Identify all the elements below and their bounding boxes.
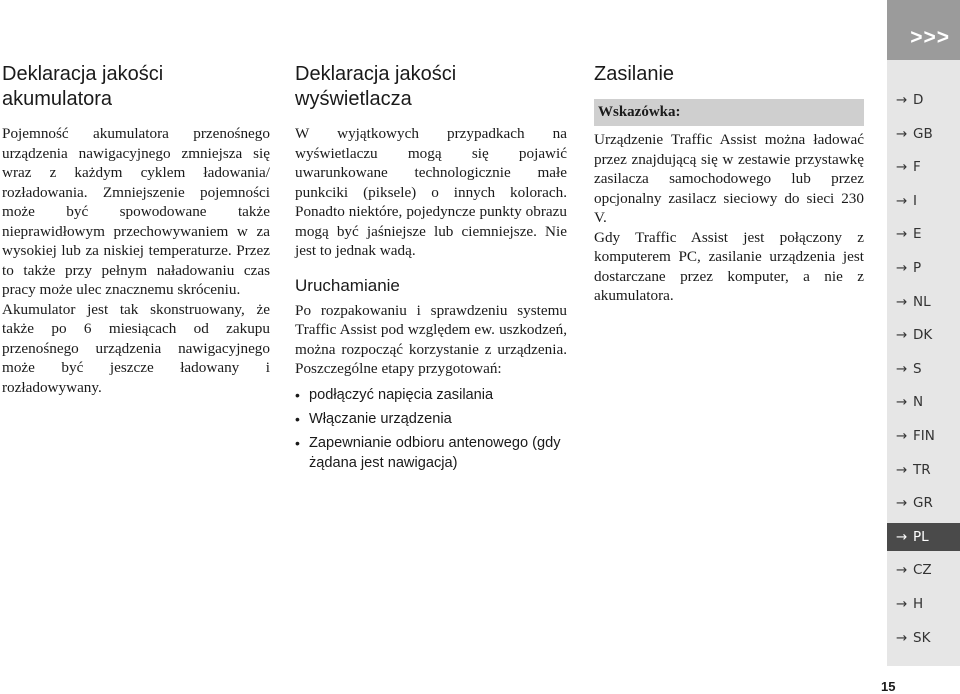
next-page-link[interactable]: >>>: [910, 26, 950, 49]
language-code: S: [913, 360, 922, 377]
language-link-dk[interactable]: [887, 321, 960, 349]
language-link-p[interactable]: [887, 254, 960, 282]
language-link-gb[interactable]: [887, 120, 960, 148]
language-sidebar: [887, 0, 960, 666]
language-code: DK: [913, 327, 933, 344]
display-paragraph: W wyjątkowych przypadkach na wyświetlaczu mogą się pojawić uwarunkowane technologicznie małe punkciki (piksele) o innych kolorach. Ponadto niektóre, pojedyncze punkty obrazu mogą być jaśniejsze lub ciemniejsze. Nie jest to jednak wadą.: [295, 125, 567, 259]
arrow-right-icon: →: [896, 293, 908, 310]
arrow-right-icon: →: [896, 327, 908, 344]
arrow-right-icon: →: [896, 360, 908, 377]
display-quality-section: [295, 62, 567, 477]
battery-quality-section: [2, 62, 270, 397]
arrow-right-icon: →: [896, 629, 908, 646]
language-link-cz[interactable]: [887, 556, 960, 584]
language-code: GB: [913, 125, 933, 142]
arrow-right-icon: →: [896, 428, 908, 444]
arrow-right-icon: →: [896, 159, 908, 176]
list-item: • podłączyć napięcia zasilania: [295, 386, 494, 403]
arrow-right-icon: →: [896, 461, 908, 478]
note-text: Urządzenie Traffic Assist można ładować przez znajdującą się w zestawie przystawkę zasilacza samochodowego lub przez opcjonalny zasilacz sieciowy do sieci 230 V.: [594, 131, 864, 226]
note-title: Wskazówka:: [598, 104, 681, 120]
language-link-pl[interactable]: [887, 523, 960, 551]
arrow-right-icon: →: [896, 596, 908, 612]
bullet-icon: •: [295, 410, 300, 427]
startup-paragraph: Po rozpakowaniu i sprawdzeniu systemu Traffic Assist pod względem ew. uszkodzeń, można rozpocząć korzystanie z urządzenia. Poszczególne etapy przygotowań:: [295, 301, 567, 377]
arrow-right-icon: →: [896, 394, 908, 411]
display-section-title: Deklaracja jakości wyświetlacza: [295, 63, 457, 110]
language-link-f[interactable]: [887, 153, 960, 181]
language-link-n[interactable]: [887, 388, 960, 416]
arrow-right-icon: →: [896, 92, 908, 108]
startup-steps-list: [295, 385, 567, 473]
language-code: PL: [913, 528, 929, 545]
arrow-right-icon: →: [896, 528, 908, 545]
arrow-right-icon: →: [896, 192, 908, 209]
language-code: GR: [913, 495, 933, 512]
list-item: • Zapewnianie odbioru antenowego (gdy żądana jest nawigacja): [295, 434, 561, 471]
bullet-icon: •: [295, 434, 300, 451]
language-code: FIN: [913, 428, 935, 444]
language-code: SK: [913, 629, 931, 646]
language-link-h[interactable]: [887, 590, 960, 618]
sidebar-header: [887, 0, 960, 60]
language-code: NL: [913, 293, 931, 310]
language-code: CZ: [913, 562, 932, 579]
language-link-s[interactable]: [887, 355, 960, 383]
language-code: TR: [913, 461, 931, 478]
startup-subtitle: Uruchamianie: [295, 275, 400, 295]
arrow-right-icon: →: [896, 260, 908, 276]
language-link-d[interactable]: [887, 86, 960, 114]
language-link-nl[interactable]: [887, 288, 960, 316]
language-link-fin[interactable]: [887, 422, 960, 450]
page-number: 15: [881, 679, 896, 694]
language-link-e[interactable]: [887, 220, 960, 248]
battery-paragraph-1: Pojemność akumulatora przenośnego urządzenia nawigacyjnego zmniejsza się wraz z każdym cyklem ładowania/ rozładowania. Zmniejszenie pojemności może być spowodowane także nieprawidłowym przechowywaniem w za wysokiej lub za niskiej temperaturze. Przez to także przy pełnym naładowaniu czas pracy może ulec znacznemu skróceniu.: [2, 125, 270, 298]
power-paragraph: Gdy Traffic Assist jest połączony z komputerem PC, zasilanie urządzenia jest dostarczane przez komputer, a nie z akumulatora.: [594, 228, 864, 304]
arrow-right-icon: →: [896, 226, 908, 243]
arrow-right-icon: →: [896, 495, 908, 512]
language-code: H: [913, 596, 924, 612]
language-code: E: [913, 226, 922, 243]
bullet-icon: •: [295, 386, 300, 403]
language-code: P: [913, 260, 922, 276]
language-code: D: [913, 92, 924, 108]
language-link-i[interactable]: [887, 187, 960, 215]
language-code: F: [913, 159, 921, 176]
language-code: N: [913, 394, 924, 411]
language-code: I: [913, 192, 917, 209]
list-item: • Włączanie urządzenia: [295, 410, 452, 427]
power-section-title: Zasilanie: [594, 63, 675, 85]
language-link-gr[interactable]: [887, 489, 960, 517]
battery-paragraph-2: Akumulator jest tak skonstruowany, że także po 6 miesiącach od zakupu przenośnego urządzenia nawigacyjnego może być jeszcze ładowany i rozładowywany.: [2, 300, 270, 396]
note-box: [594, 99, 864, 126]
power-supply-section: [594, 62, 864, 306]
battery-section-title: Deklaracja jakości akumulatora: [2, 63, 164, 110]
arrow-right-icon: →: [896, 125, 908, 142]
arrow-right-icon: →: [896, 562, 908, 579]
language-link-tr[interactable]: [887, 456, 960, 484]
language-link-sk[interactable]: [887, 624, 960, 652]
